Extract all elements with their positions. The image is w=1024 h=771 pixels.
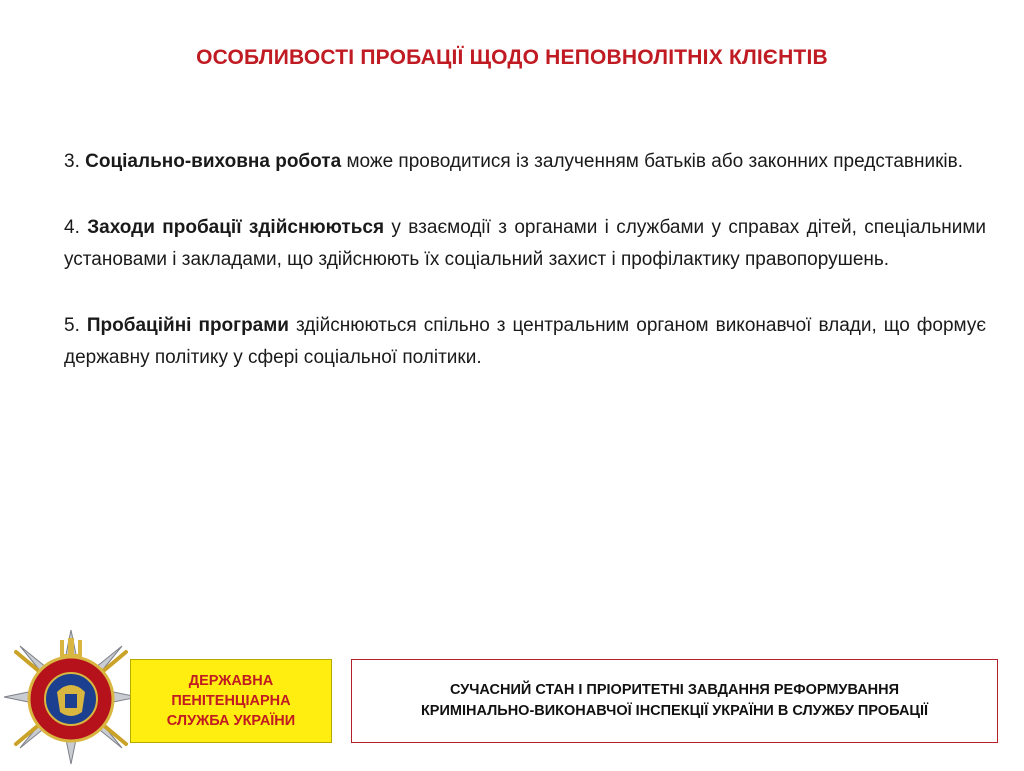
paragraph-bold: Заходи пробації здійснюються	[87, 217, 385, 238]
paragraph-bold: Пробаційні програми	[86, 315, 289, 336]
paragraph-number: 5.	[64, 315, 80, 336]
paragraph-4	[64, 212, 986, 276]
paragraph-text: у взаємодії з органами і службами у справах дітей, спеціальними установами і закладами, що здійснюють їх соціальний захист і профілактику правопорушень.	[64, 217, 987, 270]
paragraph-bold: Соціально-виховна робота	[85, 151, 342, 172]
slide-body	[64, 146, 986, 408]
penitentiary-service-emblem-icon	[2, 628, 140, 766]
slide-title: ОСОБЛИВОСТІ ПРОБАЦІЇ ЩОДО НЕПОВНОЛІТНІХ КЛІЄНТІВ	[196, 46, 828, 69]
org-name-line: ДЕРЖАВНА	[188, 673, 274, 689]
caption-line: КРИМІНАЛЬНО-ВИКОНАВЧОЇ ІНСПЕКЦІЇ УКРАЇНИ В СЛУЖБУ ПРОБАЦІЇ	[420, 703, 929, 719]
organization-name-box	[130, 659, 332, 743]
org-name-line: СЛУЖБА УКРАЇНИ	[166, 713, 296, 729]
paragraph-5	[64, 310, 986, 374]
caption-line: СУЧАСНИЙ СТАН І ПРІОРИТЕТНІ ЗАВДАННЯ РЕФОРМУВАННЯ	[449, 682, 900, 698]
paragraph-3	[64, 146, 986, 178]
paragraph-number: 4.	[64, 217, 80, 238]
org-name-line: ПЕНІТЕНЦІАРНА	[171, 693, 291, 709]
paragraph-text: здійснюються спільно з центральним органом виконавчої влади, що формує державну політику у сфері соціальної політики.	[64, 315, 987, 368]
paragraph-text: може проводитися із залученням батьків або законних представників.	[346, 151, 964, 172]
presentation-caption-box	[351, 659, 998, 743]
paragraph-number: 3.	[64, 151, 80, 172]
